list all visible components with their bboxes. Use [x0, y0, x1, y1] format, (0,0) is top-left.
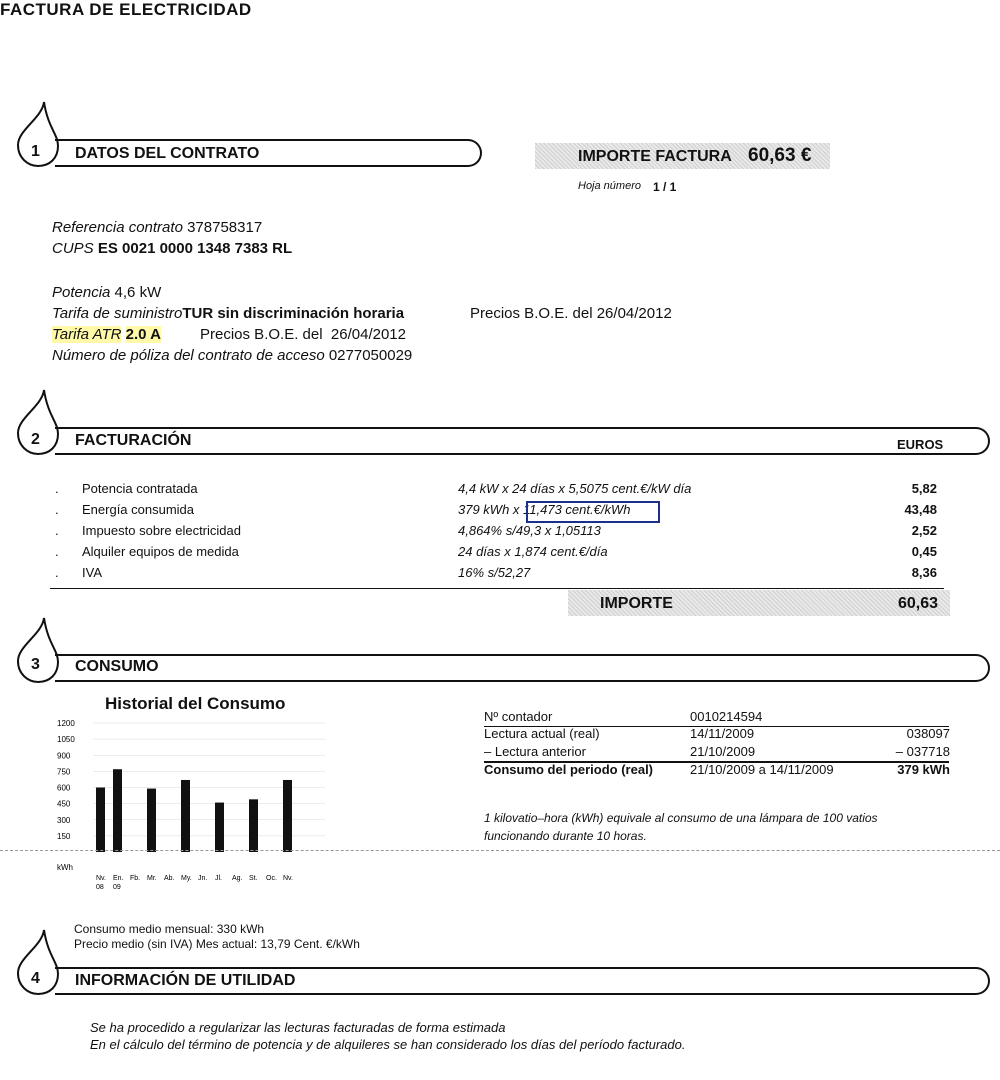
section-heading: FACTURACIÓN: [75, 432, 192, 449]
meter-label: Nº contador: [484, 709, 553, 724]
contract-poliza: Número de póliza del contrato de acceso 0277050029: [52, 347, 413, 364]
billing-amount: 5,82: [911, 481, 937, 496]
section-bar: [55, 427, 990, 455]
billing-bullet: .: [55, 502, 59, 517]
section-heading: CONSUMO: [75, 658, 159, 675]
chart-bar: [113, 769, 122, 852]
billing-concept: Impuesto sobre electricidad: [82, 523, 241, 538]
y-tick-label: 600: [57, 783, 71, 793]
x-tick-label: Ab.: [164, 875, 175, 882]
contract-atr-precios: Precios B.O.E. del 26/04/2012: [200, 326, 406, 343]
x-tick-label: Nv.: [283, 875, 293, 882]
info-line1: Se ha procedido a regularizar las lecturas facturadas de forma estimada: [90, 1020, 506, 1035]
lectura-actual-label: Lectura actual (real): [484, 726, 600, 741]
y-tick-label: 1050: [57, 735, 75, 745]
importe-total-label: IMPORTE: [600, 595, 673, 612]
section-number: 1: [31, 143, 40, 160]
kwh-note-line2: funcionando durante 10 horas.: [484, 829, 647, 843]
contract-potencia: Potencia 4,6 kW: [52, 284, 162, 301]
consumo-periodo-dates: 21/10/2009 a 14/11/2009: [690, 762, 834, 777]
section-heading: DATOS DEL CONTRATO: [75, 145, 260, 162]
billing-divider: [50, 588, 944, 589]
billing-concept: Potencia contratada: [82, 481, 198, 496]
chart-bar: [181, 780, 190, 852]
billing-detail: 4,864% s/49,3 x 1,05113: [458, 523, 601, 538]
x-tick-label: Oc.: [266, 875, 277, 882]
fold-line: [0, 850, 1000, 851]
info-line2: En el cálculo del término de potencia y de alquileres se han considerado los días del período facturado.: [90, 1037, 686, 1052]
billing-amount: 43,48: [904, 502, 937, 517]
chart-bar: [283, 780, 292, 852]
chart-bar: [147, 789, 156, 852]
lectura-anterior-label: – Lectura anterior: [484, 744, 586, 759]
billing-amount: 2,52: [911, 523, 937, 538]
x-tick-label: Jn.: [198, 875, 208, 882]
x-tick-label: Mr.: [147, 875, 157, 882]
x-tick-label: En. 09: [113, 875, 124, 891]
lectura-anterior-value: – 037718: [895, 744, 950, 759]
consumo-medio: Consumo medio mensual: 330 kWh: [74, 922, 265, 936]
y-tick-label: 1200: [57, 719, 75, 728]
billing-bullet: .: [55, 565, 59, 580]
section-number: 4: [31, 970, 40, 987]
chart-bar: [249, 799, 258, 852]
section-heading: INFORMACIÓN DE UTILIDAD: [75, 972, 296, 989]
contract-cups: CUPS ES 0021 0000 1348 7383 RL: [52, 240, 293, 257]
contract-tarifa-precios: Precios B.O.E. del 26/04/2012: [470, 305, 672, 322]
x-tick-label: My.: [181, 875, 192, 882]
precio-medio: Precio medio (sin IVA) Mes actual: 13,79 Cent. €/kWh: [74, 937, 360, 951]
y-tick-label: 150: [57, 831, 71, 841]
meter-number: 0010214594: [690, 709, 763, 724]
billing-bullet: .: [55, 481, 59, 496]
chart-bar: [215, 803, 224, 852]
chart-bar: [96, 788, 105, 853]
x-tick-label: Nv. 08: [96, 875, 106, 891]
y-tick-label: 750: [57, 767, 71, 777]
hoja-label: Hoja número: [578, 180, 641, 192]
x-tick-label: Ag.: [232, 875, 243, 882]
consumo-periodo-label: Consumo del periodo (real): [484, 762, 654, 777]
lectura-actual-date: 14/11/2009: [690, 726, 755, 741]
contract-atr: Tarifa ATR 2.0 A: [52, 326, 161, 343]
y-axis-label: kWh: [57, 863, 73, 872]
billing-bullet: .: [55, 544, 59, 559]
hoja-value: 1 / 1: [653, 180, 677, 194]
billing-bullet: .: [55, 523, 59, 538]
euros-column-header: EUROS: [897, 437, 944, 452]
consumo-periodo-value: 379 kWh: [897, 762, 950, 777]
section-number: 3: [31, 656, 40, 673]
x-tick-label: Jl.: [215, 875, 222, 882]
billing-amount: 0,45: [911, 544, 937, 559]
x-tick-label: Fb.: [130, 875, 141, 882]
contract-tarifa: Tarifa de suministroTUR sin discriminación horaria: [52, 305, 405, 322]
y-tick-label: 450: [57, 799, 71, 809]
section-bar: [55, 654, 990, 682]
importe-factura-label: IMPORTE FACTURA: [578, 148, 732, 165]
highlight-box: [526, 501, 660, 523]
lectura-anterior-date: 21/10/2009: [690, 744, 756, 759]
billing-concept: IVA: [82, 565, 102, 580]
chart-title: Historial del Consumo: [105, 694, 286, 713]
billing-concept: Energía consumida: [82, 502, 195, 517]
billing-detail: 379 kWh x 11,473 cent.€/kWh: [458, 502, 631, 517]
billing-concept: Alquiler equipos de medida: [82, 544, 239, 559]
importe-factura-value: 60,63 €: [748, 145, 812, 166]
kwh-note-line1: 1 kilovatio–hora (kWh) equivale al consumo de una lámpara de 100 vatios: [484, 811, 878, 825]
lectura-actual-value: 038097: [906, 726, 950, 741]
billing-detail: 24 días x 1,874 cent.€/día: [458, 544, 608, 559]
importe-total-value: 60,63: [897, 595, 938, 612]
consumption-chart: [55, 715, 335, 900]
x-tick-label: St.: [249, 875, 258, 882]
invoice-title: FACTURA DE ELECTRICIDAD: [0, 0, 252, 19]
billing-detail: 16% s/52,27: [458, 565, 531, 580]
section-number: 2: [31, 431, 40, 448]
billing-detail: 4,4 kW x 24 días x 5,5075 cent.€/kW día: [458, 481, 692, 496]
billing-amount: 8,36: [911, 565, 937, 580]
y-tick-label: 900: [57, 751, 71, 761]
contract-ref: Referencia contrato 378758317: [52, 219, 263, 236]
y-tick-label: 300: [57, 815, 71, 825]
